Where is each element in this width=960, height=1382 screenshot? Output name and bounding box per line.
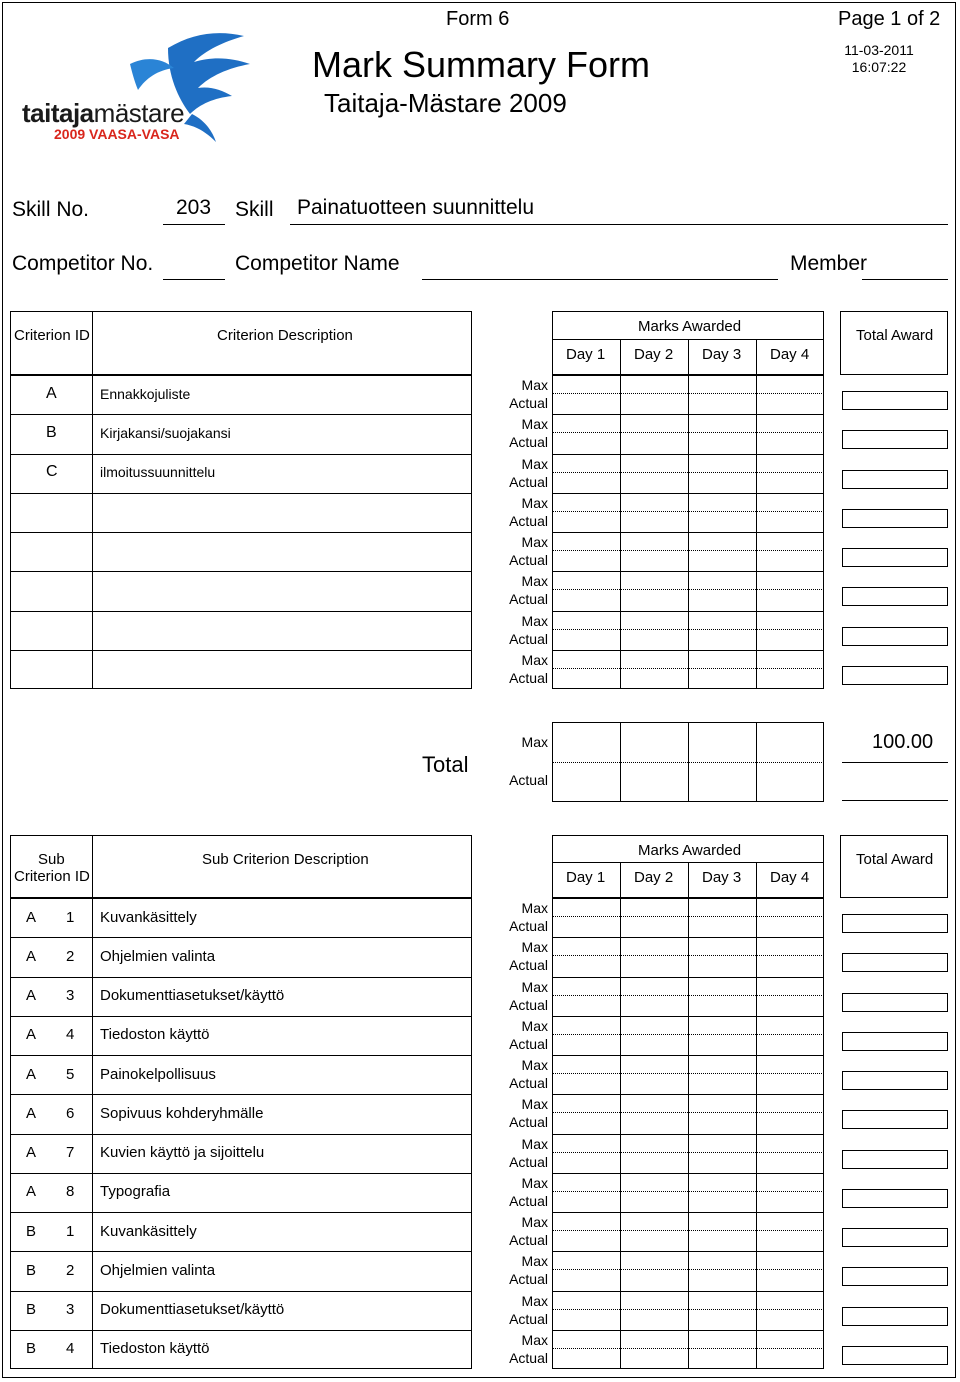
sub-day-4-cell[interactable]: [758, 1292, 822, 1328]
crit-day-4-cell[interactable]: [758, 455, 822, 491]
print-timestamp: [830, 42, 928, 76]
sub-row-divider: [10, 1055, 472, 1056]
sub-row-desc: Ohjelmien valinta: [100, 1261, 216, 1279]
sub-day-2-cell[interactable]: [622, 1017, 686, 1053]
sub-row-divider: [10, 977, 472, 978]
sub-row-num: 7: [66, 1144, 75, 1162]
sub-day-1-cell[interactable]: [554, 1095, 618, 1131]
crit-row-divider: [10, 532, 472, 533]
crit-day-1-cell[interactable]: [554, 612, 618, 648]
crit-day-2-cell[interactable]: [622, 612, 686, 648]
crit-actual-label: Actual: [509, 473, 548, 490]
form-number: Form 6: [446, 8, 510, 30]
sub-day-2-cell[interactable]: [622, 1213, 686, 1249]
marks-awarded-label: Marks Awarded: [638, 318, 742, 335]
sub-day-3-cell[interactable]: [690, 1135, 754, 1171]
crit-actual-label: Actual: [509, 512, 548, 529]
sub-max-label: Max: [521, 1135, 548, 1152]
crit-max-label: Max: [521, 416, 548, 433]
sub-max-label: Max: [521, 1214, 548, 1230]
sub-row-id: A: [26, 947, 37, 965]
crit-row-desc: Ennakkojuliste: [100, 385, 191, 402]
sub-total-award-header: Total Award: [856, 851, 934, 868]
sub-day-1-cell[interactable]: [554, 1213, 618, 1249]
sub-row-desc: Kuvankäsittely: [100, 908, 197, 926]
sub-max-label: Max: [521, 1174, 548, 1191]
sub-day-2-cell[interactable]: [622, 1174, 686, 1210]
sub-max-label: Max: [521, 978, 548, 995]
sub-row-divider: [10, 1016, 472, 1017]
crit-actual-label: Actual: [509, 552, 548, 568]
crit-day-4-cell[interactable]: [758, 376, 822, 412]
crit-max-label: Max: [521, 651, 548, 668]
sub-marks-awarded-label: Marks Awarded: [638, 842, 742, 859]
criteria-col-id: Criterion ID: [14, 327, 90, 344]
crit-day-4-cell[interactable]: [758, 494, 822, 530]
sub-actual-label: Actual: [509, 1075, 548, 1091]
crit-day-2-cell[interactable]: [622, 415, 686, 451]
skill-name-value: Painatuotteen suunnittelu: [297, 196, 535, 219]
sub-total-award-field[interactable]: [842, 1267, 948, 1286]
sub-col-id-line1: Sub: [38, 851, 65, 868]
sub-day-2-cell[interactable]: [622, 899, 686, 935]
crit-total-award-field[interactable]: [842, 391, 948, 410]
sub-day-4-cell[interactable]: [758, 1331, 822, 1367]
sub-marks-header-divider: [756, 862, 757, 898]
sub-row-divider: [10, 1291, 472, 1292]
sub-row-id: A: [26, 1183, 37, 1201]
crit-day-4-cell[interactable]: [758, 533, 822, 569]
crit-day-2-cell[interactable]: [622, 533, 686, 569]
sub-day-3-cell[interactable]: [690, 899, 754, 935]
sub-row-divider: [10, 1173, 472, 1174]
sub-day-3-cell[interactable]: [690, 1252, 754, 1288]
sub-day-3-cell[interactable]: [690, 1095, 754, 1131]
sub-actual-label: Actual: [509, 957, 548, 974]
page-subtitle: Taitaja-Mästare 2009: [324, 88, 567, 118]
sub-day-2-cell[interactable]: [622, 1056, 686, 1092]
crit-day-2-cell[interactable]: [622, 455, 686, 491]
sub-row-id: A: [26, 1026, 37, 1044]
crit-max-label: Max: [521, 494, 548, 511]
crit-max-label: Max: [521, 455, 548, 472]
sub-header-divider: [92, 835, 93, 898]
sub-row-num: 2: [66, 947, 75, 965]
page-indicator: Page 1 of 2: [838, 8, 941, 30]
day-4-header: Day 4: [770, 346, 810, 363]
sub-max-label: Max: [521, 1292, 548, 1309]
crit-day-4-cell[interactable]: [758, 612, 822, 648]
sub-total-award-field[interactable]: [842, 1307, 948, 1326]
crit-actual-label: Actual: [509, 434, 548, 451]
sub-row-num: 6: [66, 1104, 75, 1122]
sub-day-4-cell[interactable]: [758, 1252, 822, 1288]
crit-day-4-cell[interactable]: [758, 415, 822, 451]
marks-header-divider: [620, 339, 621, 375]
crit-actual-label: Actual: [509, 669, 548, 686]
crit-total-award-field[interactable]: [842, 627, 948, 646]
crit-day-2-cell[interactable]: [622, 376, 686, 412]
sub-total-award-field[interactable]: [842, 953, 948, 972]
sub-day-1-cell[interactable]: [554, 1017, 618, 1053]
sub-day-3-cell[interactable]: [690, 1213, 754, 1249]
skill-no-value: 203: [176, 196, 212, 219]
logo-wordmark: [22, 98, 184, 129]
sub-total-award-field[interactable]: [842, 1346, 948, 1365]
marks-header-divider: [688, 339, 689, 375]
sub-actual-label: Actual: [509, 1035, 548, 1052]
crit-day-4-cell[interactable]: [758, 572, 822, 608]
sub-actual-label: Actual: [509, 1192, 548, 1209]
logo-event: 2009 VAASA-VASA: [54, 126, 180, 142]
sub-row-id: B: [26, 1222, 37, 1240]
sub-day-3-header: Day 3: [702, 869, 742, 886]
sub-day-2-cell[interactable]: [622, 1135, 686, 1171]
sub-row-num: 1: [66, 1222, 75, 1240]
sub-row-desc: Sopivuus kohderyhmälle: [100, 1104, 264, 1122]
sub-row-desc: Ohjelmien valinta: [100, 947, 216, 965]
crit-total-award-field[interactable]: [842, 548, 948, 567]
sub-day-2-header: Day 2: [634, 869, 674, 886]
sub-total-award-field[interactable]: [842, 1110, 948, 1129]
sub-row-id: B: [26, 1261, 37, 1279]
sub-actual-label: Actual: [509, 918, 548, 934]
crit-max-label: Max: [521, 612, 548, 629]
crit-day-1-cell[interactable]: [554, 651, 618, 687]
sub-day-3-cell[interactable]: [690, 1174, 754, 1210]
crit-actual-label: Actual: [509, 395, 548, 411]
sub-row-id: A: [26, 908, 37, 926]
crit-max-label: Max: [521, 377, 548, 393]
sub-day-1-header: Day 1: [566, 869, 606, 886]
sub-row-num: 1: [66, 908, 75, 926]
sub-day-4-cell[interactable]: [758, 1135, 822, 1171]
crit-day-1-cell[interactable]: [554, 376, 618, 412]
sub-day-1-cell[interactable]: [554, 1252, 618, 1288]
total-award-header: Total Award: [856, 327, 934, 344]
sub-day-1-cell[interactable]: [554, 1292, 618, 1328]
sub-actual-label: Actual: [509, 1310, 548, 1327]
crit-actual-label: Actual: [509, 591, 548, 608]
crit-row-divider: [10, 571, 472, 572]
sub-marks-header-divider: [620, 862, 621, 898]
sub-row-num: 4: [66, 1026, 75, 1044]
total-actual-line[interactable]: [842, 800, 948, 801]
sub-day-4-cell[interactable]: [758, 938, 822, 974]
crit-day-3-cell[interactable]: [690, 455, 754, 491]
competitor-no-field-line[interactable]: [163, 279, 225, 280]
sub-row-divider: [10, 1094, 472, 1095]
sub-row-num: 3: [66, 1301, 75, 1319]
sub-max-label: Max: [521, 1253, 548, 1270]
sub-day-4-cell[interactable]: [758, 1213, 822, 1249]
criteria-header-divider: [92, 311, 93, 375]
crit-total-award-field[interactable]: [842, 666, 948, 685]
sub-day-3-cell[interactable]: [690, 1056, 754, 1092]
sub-day-3-cell[interactable]: [690, 938, 754, 974]
criteria-col-desc: Criterion Description: [217, 327, 353, 344]
sub-row-desc: Dokumenttiasetukset/käyttö: [100, 987, 285, 1005]
crit-row-divider: [10, 454, 472, 455]
sub-row-id: A: [26, 1144, 37, 1162]
sub-day-1-cell[interactable]: [554, 1331, 618, 1367]
crit-day-3-cell[interactable]: [690, 415, 754, 451]
total-max-label: Max: [521, 734, 548, 750]
sub-row-id: B: [26, 1340, 37, 1358]
day-3-header: Day 3: [702, 346, 742, 363]
skill-no-field-line[interactable]: [163, 224, 225, 225]
sub-day-1-cell[interactable]: [554, 1056, 618, 1092]
crit-day-1-cell[interactable]: [554, 494, 618, 530]
crit-total-award-field[interactable]: [842, 587, 948, 606]
total-marks-dotted: [552, 762, 824, 763]
sub-row-id: A: [26, 1104, 37, 1122]
crit-day-3-cell[interactable]: [690, 533, 754, 569]
skill-label: Skill: [235, 198, 274, 221]
sub-total-award-field[interactable]: [842, 1071, 948, 1090]
sub-day-4-cell[interactable]: [758, 899, 822, 935]
crit-day-4-cell[interactable]: [758, 651, 822, 687]
sub-day-4-cell[interactable]: [758, 1095, 822, 1131]
sub-max-label: Max: [521, 1017, 548, 1034]
sub-actual-label: Actual: [509, 1349, 548, 1366]
marks-header-divider: [756, 339, 757, 375]
sub-row-id: B: [26, 1301, 37, 1319]
member-field-line[interactable]: [862, 279, 948, 280]
sub-day-1-cell[interactable]: [554, 938, 618, 974]
sub-day-3-cell[interactable]: [690, 1292, 754, 1328]
sub-max-label: Max: [521, 1096, 548, 1113]
sub-day-4-cell[interactable]: [758, 1056, 822, 1092]
crit-total-award-field[interactable]: [842, 430, 948, 449]
crit-row-divider: [10, 493, 472, 494]
sub-actual-label: Actual: [509, 1114, 548, 1131]
skill-no-label: Skill No.: [12, 198, 90, 221]
crit-day-2-cell[interactable]: [622, 651, 686, 687]
sub-max-label: Max: [521, 939, 548, 956]
sub-total-award-field[interactable]: [842, 993, 948, 1012]
crit-actual-label: Actual: [509, 630, 548, 647]
sub-row-divider: [10, 1251, 472, 1252]
sub-actual-label: Actual: [509, 1153, 548, 1170]
crit-day-2-cell[interactable]: [622, 572, 686, 608]
sub-max-label: Max: [521, 1331, 548, 1348]
sub-total-award-field[interactable]: [842, 914, 948, 933]
competitor-no-label: Competitor No.: [12, 252, 154, 275]
sub-day-1-cell[interactable]: [554, 1174, 618, 1210]
crit-max-label: Max: [521, 573, 548, 590]
sub-row-desc: Dokumenttiasetukset/käyttö: [100, 1301, 285, 1319]
member-label: Member: [790, 252, 868, 275]
sub-total-award-field[interactable]: [842, 1228, 948, 1247]
sub-day-2-cell[interactable]: [622, 1095, 686, 1131]
competitor-name-label: Competitor Name: [235, 252, 400, 275]
sub-max-label: Max: [521, 1057, 548, 1073]
sub-row-desc: Kuvien käyttö ja sijoittelu: [100, 1144, 265, 1162]
crit-row-desc: Kirjakansi/suojakansi: [100, 424, 231, 441]
logo-wordmark-light: mästare: [93, 98, 185, 128]
sub-actual-label: Actual: [509, 1271, 548, 1288]
crit-row-divider: [10, 611, 472, 612]
crit-row-desc: ilmoitussuunnittelu: [100, 464, 216, 481]
sub-row-id: A: [26, 987, 37, 1005]
sub-row-num: 4: [66, 1340, 75, 1358]
sub-day-3-cell[interactable]: [690, 1017, 754, 1053]
print-date: 11-03-2011: [844, 42, 914, 58]
skill-name-field-line[interactable]: [290, 224, 948, 225]
crit-day-1-cell[interactable]: [554, 415, 618, 451]
sub-row-desc: Kuvankäsittely: [100, 1222, 197, 1240]
sub-day-2-cell[interactable]: [622, 978, 686, 1014]
sub-day-2-cell[interactable]: [622, 1331, 686, 1367]
sub-day-4-cell[interactable]: [758, 1017, 822, 1053]
day-1-header: Day 1: [566, 346, 606, 363]
crit-total-award-field[interactable]: [842, 509, 948, 528]
total-actual-label: Actual: [509, 772, 548, 788]
sub-row-desc: Tiedoston käyttö: [100, 1340, 210, 1358]
total-label: Total: [422, 752, 469, 777]
crit-day-2-cell[interactable]: [622, 494, 686, 530]
sub-day-4-cell[interactable]: [758, 978, 822, 1014]
crit-row-divider: [10, 414, 472, 415]
crit-row-id: C: [46, 463, 58, 481]
total-max-line: [842, 762, 948, 763]
crit-row-divider: [10, 650, 472, 651]
sub-row-num: 8: [66, 1183, 75, 1201]
sub-row-divider: [10, 1134, 472, 1135]
crit-day-1-cell[interactable]: [554, 455, 618, 491]
crit-day-1-cell[interactable]: [554, 572, 618, 608]
sub-total-award-field[interactable]: [842, 1150, 948, 1169]
sub-day-3-cell[interactable]: [690, 978, 754, 1014]
crit-day-3-cell[interactable]: [690, 612, 754, 648]
crit-max-label: Max: [521, 534, 548, 550]
sub-row-num: 5: [66, 1065, 75, 1083]
competitor-name-field-line[interactable]: [422, 279, 778, 280]
sub-row-num: 3: [66, 987, 75, 1005]
crit-total-award-field[interactable]: [842, 470, 948, 489]
sub-row-id: A: [26, 1065, 37, 1083]
sub-total-award-field[interactable]: [842, 1189, 948, 1208]
crit-day-3-cell[interactable]: [690, 376, 754, 412]
sub-row-divider: [10, 1212, 472, 1213]
sub-day-1-cell[interactable]: [554, 1135, 618, 1171]
sub-actual-label: Actual: [509, 996, 548, 1013]
sub-day-4-header: Day 4: [770, 869, 810, 886]
sub-col-id-line2: Criterion ID: [14, 868, 90, 885]
sub-day-1-cell[interactable]: [554, 978, 618, 1014]
sub-day-1-cell[interactable]: [554, 899, 618, 935]
crit-day-3-cell[interactable]: [690, 651, 754, 687]
day-2-header: Day 2: [634, 346, 674, 363]
crit-day-3-cell[interactable]: [690, 572, 754, 608]
sub-marks-header-divider: [688, 862, 689, 898]
sub-row-desc: Typografia: [100, 1183, 171, 1201]
sub-day-3-cell[interactable]: [690, 1331, 754, 1367]
sub-row-desc: Painokelpollisuus: [100, 1065, 216, 1083]
sub-row-num: 2: [66, 1261, 75, 1279]
sub-row-divider: [10, 1330, 472, 1331]
sub-day-2-cell[interactable]: [622, 1252, 686, 1288]
sub-day-2-cell[interactable]: [622, 938, 686, 974]
crit-row-id: B: [46, 423, 57, 441]
crit-row-id: A: [46, 384, 57, 402]
crit-day-1-cell[interactable]: [554, 533, 618, 569]
total-max-value: 100.00: [872, 731, 934, 753]
logo-wordmark-bold: taitaja: [22, 98, 94, 128]
sub-row-divider: [10, 937, 472, 938]
print-time: 16:07:22: [851, 59, 907, 75]
sub-day-2-cell[interactable]: [622, 1292, 686, 1328]
sub-total-award-field[interactable]: [842, 1032, 948, 1051]
crit-day-3-cell[interactable]: [690, 494, 754, 530]
sub-col-desc: Sub Criterion Description: [202, 851, 369, 868]
sub-max-label: Max: [521, 900, 548, 916]
sub-day-4-cell[interactable]: [758, 1174, 822, 1210]
sub-actual-label: Actual: [509, 1232, 548, 1248]
sub-row-desc: Tiedoston käyttö: [100, 1026, 210, 1044]
page-title: Mark Summary Form: [312, 44, 651, 85]
